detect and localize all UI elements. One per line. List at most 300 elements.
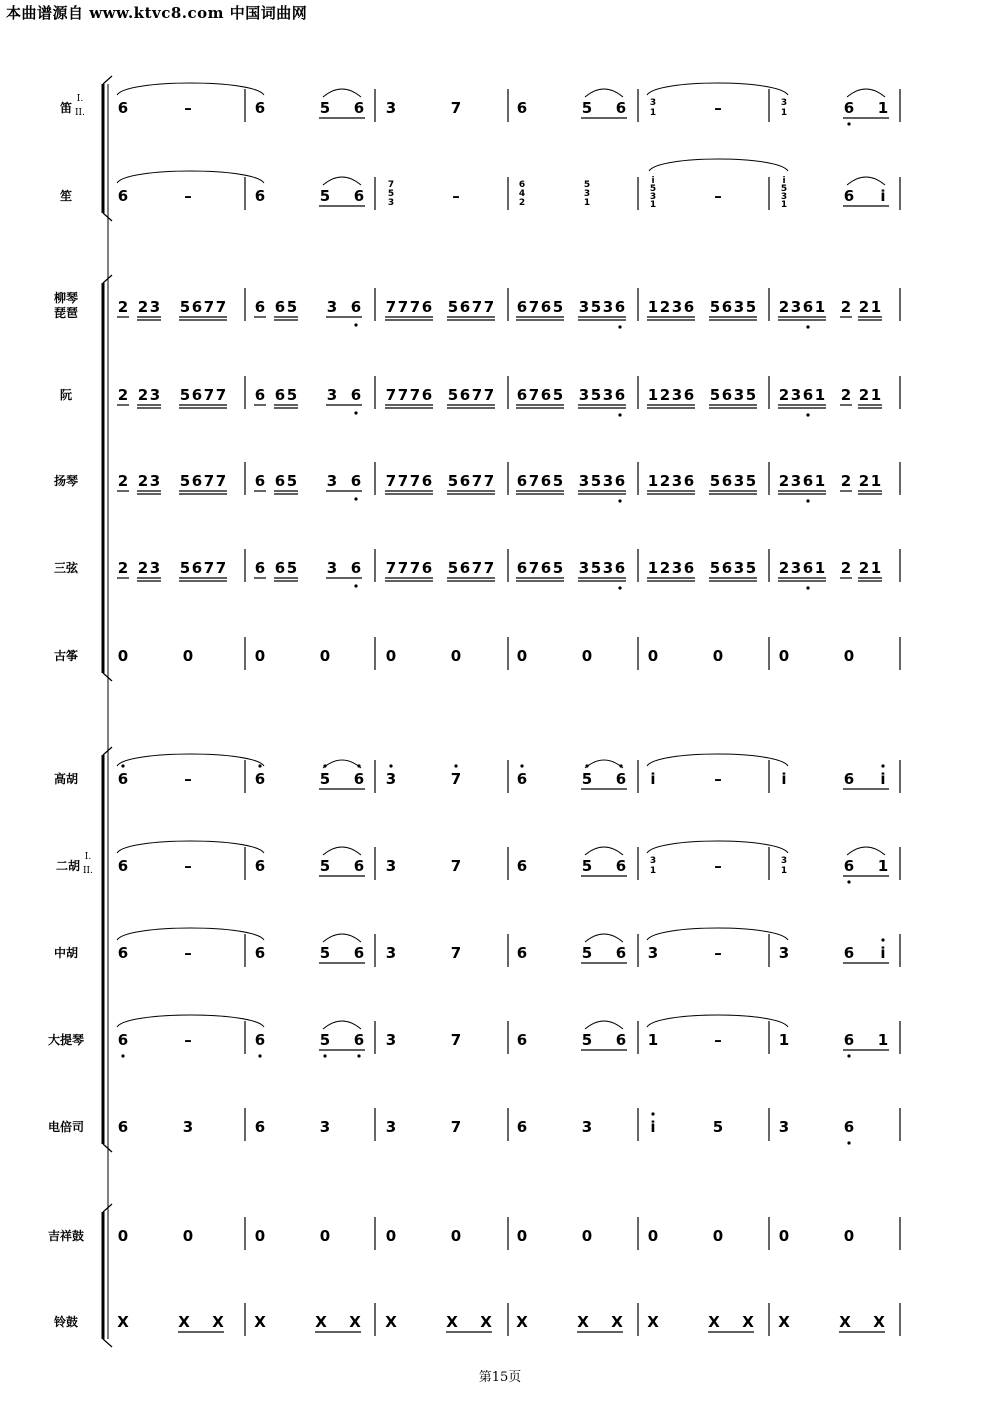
octave-dot	[618, 586, 621, 589]
chord-note: 6	[518, 180, 526, 190]
note: 5	[179, 472, 191, 490]
note: 0	[385, 1227, 397, 1245]
note: 0	[450, 1227, 462, 1245]
note: 6	[421, 472, 433, 490]
note: 6	[117, 857, 129, 875]
octave-dot	[354, 411, 357, 414]
octave-dot	[881, 764, 884, 767]
bracket-hook	[103, 1339, 112, 1347]
chord-note: 1	[780, 200, 788, 210]
note: 3	[319, 1118, 331, 1136]
note: –	[184, 944, 192, 962]
octave-dot	[847, 122, 850, 125]
slur	[847, 177, 885, 185]
note: 3	[326, 559, 338, 577]
tie	[117, 171, 264, 183]
note: 6	[802, 298, 814, 316]
tie	[117, 83, 264, 95]
note: 1	[870, 386, 882, 404]
note: X	[647, 1313, 659, 1331]
note: 6	[117, 187, 129, 205]
note: 7	[203, 559, 215, 577]
note: 6	[721, 386, 733, 404]
note: 5	[552, 386, 564, 404]
note: 7	[528, 298, 540, 316]
note: –	[184, 1031, 192, 1049]
note: 3	[671, 298, 683, 316]
octave-dot	[389, 764, 392, 767]
note: –	[184, 770, 192, 788]
octave-dot	[618, 325, 621, 328]
note: X	[839, 1313, 851, 1331]
note: 6	[614, 559, 626, 577]
note: 6	[353, 770, 365, 788]
note: 3	[326, 386, 338, 404]
note: X	[778, 1313, 790, 1331]
note: 6	[353, 1031, 365, 1049]
note: 3	[778, 944, 790, 962]
note: 0	[182, 647, 194, 665]
note: i	[781, 770, 787, 788]
note: 7	[409, 386, 421, 404]
note: 6	[516, 298, 528, 316]
note: 5	[286, 386, 298, 404]
note: 6	[421, 386, 433, 404]
note: 7	[450, 770, 462, 788]
octave-dot	[806, 586, 809, 589]
note: 6	[274, 386, 286, 404]
note: 2	[778, 386, 790, 404]
voice-label: I.	[84, 852, 92, 862]
note: 6	[254, 386, 266, 404]
note: X	[178, 1313, 190, 1331]
chord-note: 3	[780, 192, 788, 202]
note: 6	[540, 559, 552, 577]
instrument-label: 阮	[59, 388, 73, 402]
note: 3	[733, 386, 745, 404]
slur	[585, 89, 623, 97]
note: 5	[447, 472, 459, 490]
note: 3	[602, 472, 614, 490]
note: 7	[203, 298, 215, 316]
octave-dot	[258, 764, 261, 767]
note: 7	[483, 472, 495, 490]
chord-note: 1	[649, 866, 657, 876]
note: 0	[712, 647, 724, 665]
note: 2	[117, 472, 129, 490]
chord-note: i	[651, 176, 655, 186]
note: 5	[581, 1031, 593, 1049]
octave-dot	[881, 938, 884, 941]
note: 7	[397, 386, 409, 404]
note: 7	[471, 298, 483, 316]
note: 1	[814, 472, 826, 490]
note: 1	[647, 559, 659, 577]
note: 6	[254, 99, 266, 117]
slur	[847, 89, 885, 97]
note: X	[315, 1313, 327, 1331]
voice-label: II.	[83, 866, 93, 876]
note: 5	[552, 298, 564, 316]
slur	[585, 847, 623, 855]
chord-note: 3	[583, 189, 591, 199]
note: 6	[540, 472, 552, 490]
chord-note: 5	[583, 180, 591, 190]
note: 6	[459, 472, 471, 490]
note: i	[650, 1118, 656, 1136]
instrument-label: 古筝	[53, 649, 79, 663]
note: 2	[840, 298, 852, 316]
chord-note: 3	[649, 192, 657, 202]
chord-note: 7	[387, 180, 395, 190]
note: 0	[182, 1227, 194, 1245]
note: 0	[843, 1227, 855, 1245]
note: 3	[385, 857, 397, 875]
note: 6	[516, 1118, 528, 1136]
note: 3	[385, 1118, 397, 1136]
note: 1	[870, 559, 882, 577]
note: 2	[659, 298, 671, 316]
voice-label: II.	[75, 108, 85, 118]
tie	[647, 754, 788, 766]
note: 0	[581, 647, 593, 665]
note: 5	[709, 386, 721, 404]
note: 7	[528, 472, 540, 490]
instrument-label: 中胡	[53, 946, 79, 960]
note: 2	[840, 559, 852, 577]
note: 3	[385, 944, 397, 962]
note: 7	[471, 559, 483, 577]
note: 3	[733, 298, 745, 316]
note: 0	[254, 647, 266, 665]
tie	[649, 159, 788, 171]
note: –	[714, 944, 722, 962]
note: 5	[709, 559, 721, 577]
instrument-label: 铃鼓	[53, 1315, 79, 1329]
chord-note: 4	[518, 189, 526, 199]
note: 6	[421, 559, 433, 577]
note: 6	[191, 472, 203, 490]
note: 0	[778, 1227, 790, 1245]
slur	[323, 847, 361, 855]
note: i	[650, 770, 656, 788]
note: 6	[614, 298, 626, 316]
tie	[647, 1015, 788, 1027]
note: 6	[843, 770, 855, 788]
note: 5	[447, 298, 459, 316]
note: 2	[840, 472, 852, 490]
note: 6	[254, 857, 266, 875]
slur	[847, 847, 885, 855]
note: 7	[409, 559, 421, 577]
note: 0	[712, 1227, 724, 1245]
page-number: 第15页	[478, 1370, 522, 1385]
note: 5	[709, 472, 721, 490]
note: 6	[191, 559, 203, 577]
note: 5	[709, 298, 721, 316]
chord-note: 5	[649, 184, 657, 194]
note: 7	[385, 559, 397, 577]
note: 7	[215, 298, 227, 316]
chord-note: 3	[780, 98, 788, 108]
note: 7	[215, 472, 227, 490]
note: 6	[516, 472, 528, 490]
note: 0	[319, 1227, 331, 1245]
note: 6	[683, 298, 695, 316]
note: 3	[671, 559, 683, 577]
note: 6	[614, 386, 626, 404]
note: 6	[274, 559, 286, 577]
octave-dot	[454, 764, 457, 767]
tie	[647, 841, 788, 853]
octave-dot	[121, 1054, 124, 1057]
note: 7	[471, 386, 483, 404]
octave-dot	[354, 323, 357, 326]
note: 6	[353, 944, 365, 962]
note: 6	[683, 386, 695, 404]
octave-dot	[847, 880, 850, 883]
note: 1	[647, 386, 659, 404]
slur	[323, 760, 361, 768]
note: 3	[671, 386, 683, 404]
note: 7	[397, 472, 409, 490]
note: 2	[659, 472, 671, 490]
note: 6	[459, 298, 471, 316]
note: 3	[385, 770, 397, 788]
note: 2	[778, 472, 790, 490]
instrument-label: 大提琴	[47, 1033, 85, 1047]
note: 5	[581, 857, 593, 875]
instrument-label: 笙	[59, 189, 73, 203]
note: 7	[450, 1031, 462, 1049]
note: 7	[409, 472, 421, 490]
note: 5	[319, 99, 331, 117]
note: 7	[385, 472, 397, 490]
note: –	[714, 857, 722, 875]
octave-dot	[354, 584, 357, 587]
note: 3	[581, 1118, 593, 1136]
note: 2	[778, 559, 790, 577]
note: 7	[471, 472, 483, 490]
note: 6	[843, 99, 855, 117]
note: 6	[254, 770, 266, 788]
note: 7	[409, 298, 421, 316]
note: X	[254, 1313, 266, 1331]
note: 6	[843, 944, 855, 962]
bracket-hook	[103, 76, 112, 84]
note: 3	[149, 559, 161, 577]
note: 6	[540, 386, 552, 404]
note: 5	[319, 944, 331, 962]
note: 2	[858, 386, 870, 404]
note: 5	[590, 298, 602, 316]
octave-dot	[258, 1054, 261, 1057]
octave-dot	[585, 764, 588, 767]
note: 3	[602, 559, 614, 577]
slur	[323, 177, 361, 185]
note: 5	[447, 559, 459, 577]
tie	[647, 928, 788, 940]
note: –	[184, 99, 192, 117]
note: 7	[397, 559, 409, 577]
note: 1	[778, 1031, 790, 1049]
tie	[117, 754, 264, 766]
slur	[585, 1021, 623, 1029]
note: 6	[353, 187, 365, 205]
note: 7	[215, 559, 227, 577]
note: 1	[877, 857, 889, 875]
note: 7	[450, 944, 462, 962]
note: 6	[350, 386, 362, 404]
octave-dot	[357, 1054, 360, 1057]
note: 3	[578, 559, 590, 577]
note: 6	[802, 386, 814, 404]
note: 3	[326, 472, 338, 490]
note: 6	[615, 944, 627, 962]
note: 3	[790, 472, 802, 490]
tie	[117, 841, 264, 853]
octave-dot	[323, 764, 326, 767]
chord-note: 5	[387, 189, 395, 199]
note: 5	[745, 472, 757, 490]
slur	[585, 934, 623, 942]
octave-dot	[847, 1054, 850, 1057]
note: 3	[326, 298, 338, 316]
tie	[117, 1015, 264, 1027]
chord-note: 3	[649, 856, 657, 866]
instrument-label: 吉祥鼓	[47, 1229, 85, 1243]
instrument-label: 扬琴	[53, 474, 79, 488]
note: 6	[683, 559, 695, 577]
note: 3	[602, 298, 614, 316]
note: –	[714, 770, 722, 788]
note: 2	[137, 472, 149, 490]
octave-dot	[121, 764, 124, 767]
note: 3	[578, 386, 590, 404]
note: 5	[590, 559, 602, 577]
note: 3	[733, 472, 745, 490]
note: 6	[843, 1031, 855, 1049]
note: 6	[459, 386, 471, 404]
note: 3	[790, 298, 802, 316]
chord-note: 1	[649, 108, 657, 118]
note: 6	[615, 99, 627, 117]
note: 5	[552, 559, 564, 577]
chord-note: i	[782, 176, 786, 186]
voice-label: I.	[76, 94, 84, 104]
chord-note: 3	[649, 98, 657, 108]
note: 2	[659, 386, 671, 404]
note: 7	[203, 386, 215, 404]
tie	[117, 928, 264, 940]
octave-dot	[618, 499, 621, 502]
note: X	[708, 1313, 720, 1331]
note: X	[385, 1313, 397, 1331]
note: 6	[421, 298, 433, 316]
note: 5	[745, 298, 757, 316]
note: 2	[137, 559, 149, 577]
note: 5	[319, 857, 331, 875]
note: 0	[516, 647, 528, 665]
note: 6	[254, 944, 266, 962]
note: 3	[790, 559, 802, 577]
note: –	[714, 187, 722, 205]
note: 1	[870, 472, 882, 490]
note: 7	[528, 559, 540, 577]
note: 6	[353, 857, 365, 875]
note: 3	[647, 944, 659, 962]
note: 3	[578, 298, 590, 316]
note: 6	[117, 1031, 129, 1049]
chord-note: 3	[387, 198, 395, 208]
note: 1	[647, 298, 659, 316]
note: 5	[319, 1031, 331, 1049]
note: X	[349, 1313, 361, 1331]
note: 7	[450, 99, 462, 117]
note: –	[714, 1031, 722, 1049]
note: X	[480, 1313, 492, 1331]
octave-dot	[323, 1054, 326, 1057]
note: 6	[274, 298, 286, 316]
note: 6	[721, 472, 733, 490]
chord-note: 1	[780, 108, 788, 118]
note: X	[516, 1313, 528, 1331]
note: 6	[191, 298, 203, 316]
note: 6	[117, 1118, 129, 1136]
note: 6	[254, 559, 266, 577]
note: 6	[615, 770, 627, 788]
note: 6	[540, 298, 552, 316]
note: 0	[778, 647, 790, 665]
source-header: 本曲谱源自 www.ktvc8.com 中国词曲网	[6, 4, 308, 22]
note: 2	[858, 472, 870, 490]
note: 7	[483, 559, 495, 577]
note: –	[714, 99, 722, 117]
note: 3	[385, 1031, 397, 1049]
note: 6	[516, 1031, 528, 1049]
note: 1	[870, 298, 882, 316]
note: 5	[179, 559, 191, 577]
chord-note: 2	[518, 198, 526, 208]
octave-dot	[806, 325, 809, 328]
note: 2	[858, 298, 870, 316]
note: 5	[319, 770, 331, 788]
chord-note: 1	[649, 200, 657, 210]
note: X	[742, 1313, 754, 1331]
instrument-label: 高胡	[53, 772, 79, 786]
note: X	[577, 1313, 589, 1331]
note: i	[880, 770, 886, 788]
note: 3	[790, 386, 802, 404]
note: 0	[319, 647, 331, 665]
instrument-label: 二胡	[55, 859, 81, 873]
note: 6	[117, 944, 129, 962]
note: 3	[182, 1118, 194, 1136]
note: i	[880, 187, 886, 205]
chord-note: 1	[780, 866, 788, 876]
note: –	[452, 187, 460, 205]
note: 7	[397, 298, 409, 316]
note: 5	[319, 187, 331, 205]
note: X	[611, 1313, 623, 1331]
note: 7	[450, 1118, 462, 1136]
note: 6	[254, 472, 266, 490]
note: 6	[516, 770, 528, 788]
note: 7	[203, 472, 215, 490]
octave-dot	[520, 764, 523, 767]
note: 0	[450, 647, 462, 665]
note: 3	[671, 472, 683, 490]
